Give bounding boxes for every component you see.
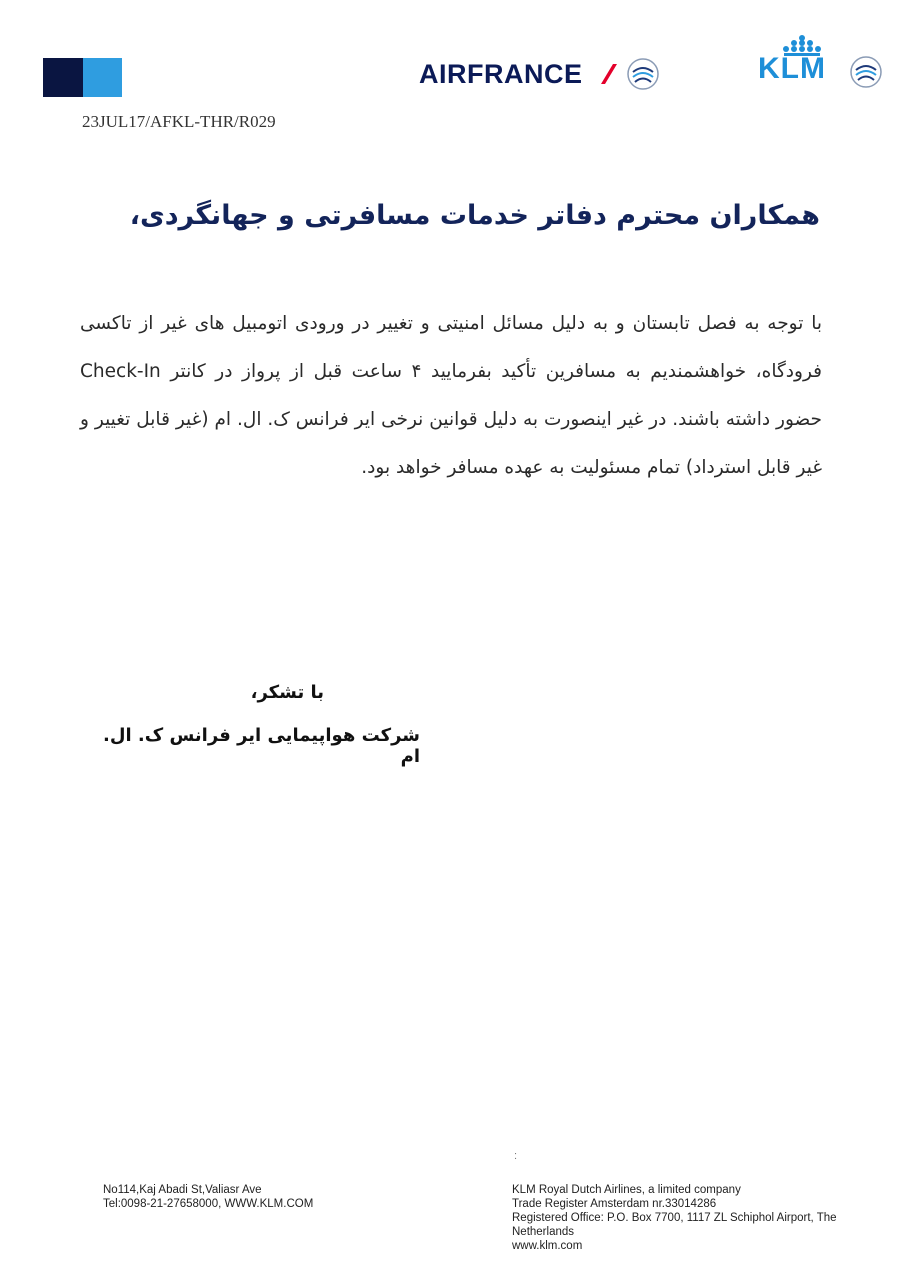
footer-company-info <box>512 1183 872 1253</box>
footer-address <box>103 1183 313 1211</box>
reference-number: 23JUL17/AFKL-THR/R029 <box>82 112 276 131</box>
airfrance-logo-text: AIRFRANCE <box>419 58 583 89</box>
airfrance-stripe-icon <box>587 62 617 86</box>
brand-block-light <box>83 58 122 97</box>
footer-company-link: www.klm.com <box>512 1240 583 1252</box>
klm-logo-text: KLM <box>758 52 826 85</box>
footer-company-line: Registered Office: P.O. Box 7700, 1117 ZL Schiphol Airport, The Netherlands <box>512 1212 837 1238</box>
closing-thanks: با تشکر، <box>250 682 324 703</box>
klm-logo <box>758 34 888 94</box>
letter-body: با توجه به فصل تابستان و به دلیل مسائل امنیتی و تغییر در ورودی اتومبیل های غیر از تاکسی فرودگاه، خواهشمندیم به مسافرین تأکید بفرمایید ۴ ساعت قبل از پرواز در کانتر Check-In حضور داشته باشند. در غیر اینصورت به دلیل قوانین نرخی ایر فرانس ک. ال. ام (غیر قابل تغییر و غیر قابل استرداد) تمام مسئولیت به عهده مسافر خواهد بود. <box>80 313 823 478</box>
airfrance-logo <box>419 56 661 92</box>
footer-address-line: No114,Kaj Abadi St,Valiasr Ave <box>103 1184 262 1196</box>
letter-title: همکاران محترم دفاتر خدمات مسافرتی و جهانگردی، <box>129 200 820 231</box>
letter-closing <box>80 682 420 767</box>
footer-company-line: KLM Royal Dutch Airlines, a limited company <box>512 1184 741 1196</box>
signature-company: شرکت هواپیمایی ایر فرانس ک. ال. ام <box>103 725 420 767</box>
brand-block-dark <box>43 58 83 97</box>
footer-company-line: Trade Register Amsterdam nr.33014286 <box>512 1198 717 1210</box>
footer-mark: : <box>514 1150 518 1162</box>
brand-color-block <box>43 58 122 97</box>
skyteam-icon <box>625 56 661 92</box>
skyteam-icon <box>848 54 884 90</box>
footer-address-line: Tel:0098-21-27658000, WWW.KLM.COM <box>103 1198 314 1210</box>
